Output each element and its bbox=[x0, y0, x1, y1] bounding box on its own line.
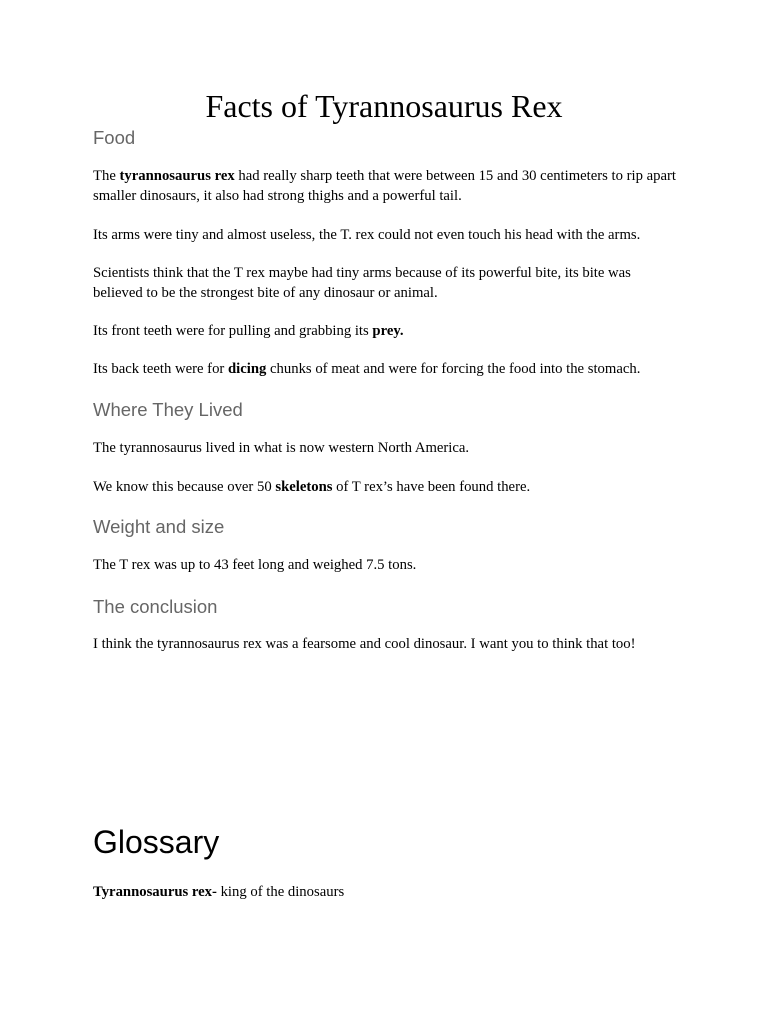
paragraph: The T rex was up to 43 feet long and weighed 7.5 tons. bbox=[93, 557, 417, 573]
paragraph: Scientists think that the T rex maybe had tiny arms because of its powerful bite, its bite was believed to be the strongest bite of any dinosaur or animal. bbox=[93, 265, 631, 301]
paragraph: I think the tyrannosaurus rex was a fearsome and cool dinosaur. I want you to think that too! bbox=[93, 636, 636, 652]
bold-term: dicing bbox=[227, 361, 267, 377]
glossary-definition: king of the dinosaurs bbox=[216, 884, 345, 900]
bold-term: prey. bbox=[372, 323, 404, 339]
section-heading-food: Food bbox=[93, 127, 136, 148]
glossary-heading: Glossary bbox=[93, 824, 220, 860]
paragraph: The tyrannosaurus lived in what is now western North America. bbox=[93, 440, 470, 456]
section-heading-weight-and-size: Weight and size bbox=[93, 516, 225, 537]
paragraph: Its front teeth were for pulling and grabbing its prey. bbox=[93, 323, 404, 339]
glossary-entry bbox=[93, 882, 683, 902]
paragraph: The tyrannosaurus rex had really sharp teeth that were between 15 and 30 centimeters to rip apart smaller dinosaurs, it also had strong thighs and a powerful tail. bbox=[93, 168, 676, 204]
document-title: Facts of Tyrannosaurus Rex bbox=[205, 88, 563, 124]
paragraph: Its arms were tiny and almost useless, the T. rex could not even touch his head with the arms. bbox=[93, 227, 641, 243]
paragraph: We know this because over 50 skeletons of T rex’s have been found there. bbox=[93, 479, 531, 495]
paragraph: Its back teeth were for dicing chunks of meat and were for forcing the food into the stomach. bbox=[93, 361, 641, 377]
glossary-term: Tyrannosaurus rex- bbox=[93, 884, 217, 900]
section-heading-where-they-lived: Where They Lived bbox=[93, 399, 243, 420]
section-heading-conclusion: The conclusion bbox=[93, 596, 218, 617]
bold-term: tyrannosaurus rex bbox=[119, 168, 235, 184]
bold-term: skeletons bbox=[275, 479, 333, 495]
